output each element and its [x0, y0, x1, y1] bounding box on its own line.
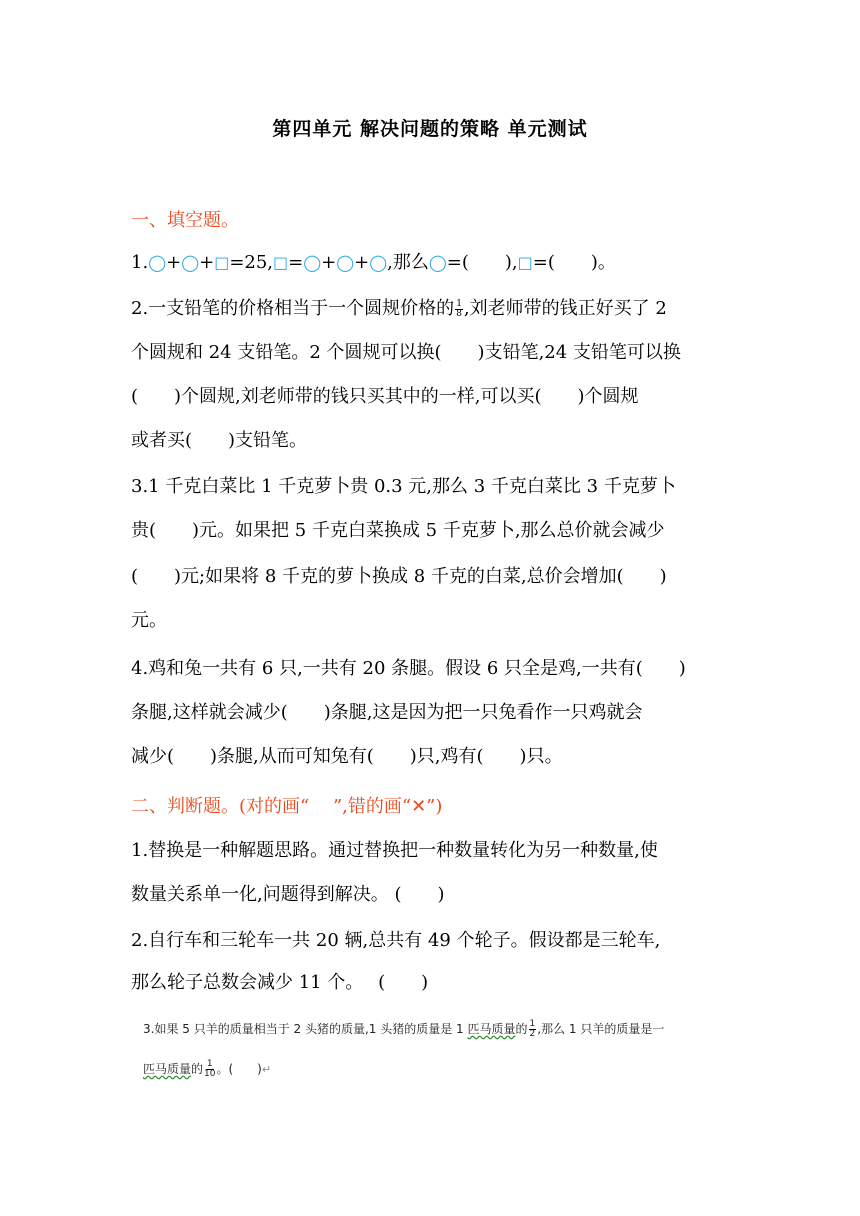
- circle-shape: ◯: [181, 253, 200, 272]
- judge-1-line-2: 数量关系单一化,问题得到解决。 ( ): [131, 884, 445, 905]
- question-2-line-3: ( )个圆规,刘老师带的钱只买其中的一样,可以买( )个圆规: [131, 386, 639, 407]
- circle-shape: ◯: [428, 253, 447, 272]
- fraction: $\frac{1}{2}$: [529, 1019, 536, 1039]
- fraction: $\frac{1}{10}$: [204, 1059, 216, 1079]
- judge-3-line-2: 匹马质量的 $\frac{1}{10}$ 。( )↵: [143, 1059, 272, 1079]
- circle-shape: ◯: [148, 253, 167, 272]
- question-3-line-1: 3.1 千克白菜比 1 千克萝卜贵 0.3 元,那么 3 千克白菜比 3 千克萝卜: [131, 476, 676, 497]
- question-4-line-2: 条腿,这样就会减少( )条腿,这是因为把一只兔看作一只鸡就会: [131, 702, 643, 723]
- fraction: $\frac{1}{8}$: [456, 298, 462, 319]
- page-title: 第四单元 解决问题的策略 单元测试: [272, 118, 588, 140]
- judge-2-line-1: 2.自行车和三轮车一共 20 辆,总共有 49 个轮子。假设都是三轮车,: [131, 930, 661, 951]
- question-2-line-4: 或者买( )支铅笔。: [131, 430, 308, 451]
- circle-shape: ◯: [369, 253, 388, 272]
- question-2-line-2: 个圆规和 24 支铅笔。2 个圆规可以换( )支铅笔,24 支铅笔可以换: [131, 342, 681, 363]
- square-shape: □: [214, 253, 230, 272]
- question-3-line-2: 贵( )元。如果把 5 千克白菜换成 5 千克萝卜,那么总价就会减少: [131, 520, 665, 541]
- wavy-underlined-text: 匹马质量: [467, 1022, 516, 1036]
- section-fill-in-heading: 一、填空题。: [131, 210, 239, 231]
- question-2-line-1: 2.一支铅笔的价格相当于一个圆规价格的 $\frac{1}{8}$ ,刘老师带的钱正好买了 2: [131, 298, 667, 319]
- paragraph-return-icon: ↵: [261, 1063, 272, 1076]
- section-judge-heading: 二、判断题。(对的画“ ”,错的画“✕”): [131, 796, 443, 817]
- square-shape: □: [273, 253, 289, 272]
- circle-shape: ◯: [303, 253, 322, 272]
- judge-1-line-1: 1.替换是一种解题思路。通过替换把一种数量转化为另一种数量,使: [131, 840, 658, 861]
- judge-3-line-1: 3.如果 5 只羊的质量相当于 2 头猪的质量,1 头猪的质量是 1 匹马质量的 $\frac{1}{2}$ ,那么 1 只羊的质量是一: [143, 1019, 665, 1039]
- judge-2-line-2: 那么轮子总数会减少 11 个。 ( ): [131, 972, 429, 993]
- circle-shape: ◯: [336, 253, 355, 272]
- question-3-line-4: 元。: [131, 610, 167, 631]
- square-shape: □: [517, 253, 533, 272]
- question-1: 1.◯+◯+□=25,□=◯+◯+◯,那么◯=( ),□=( )。: [131, 252, 616, 273]
- question-4-line-3: 减少( )条腿,从而可知兔有( )只,鸡有( )只。: [131, 746, 563, 767]
- question-4-line-1: 4.鸡和兔一共有 6 只,一共有 20 条腿。假设 6 只全是鸡,一共有( ): [131, 658, 686, 679]
- wavy-underlined-text: 匹马质量: [143, 1062, 192, 1076]
- q1-number: 1.: [131, 252, 149, 273]
- question-3-line-3: ( )元;如果将 8 千克的萝卜换成 8 千克的白菜,总价会增加( ): [131, 566, 667, 587]
